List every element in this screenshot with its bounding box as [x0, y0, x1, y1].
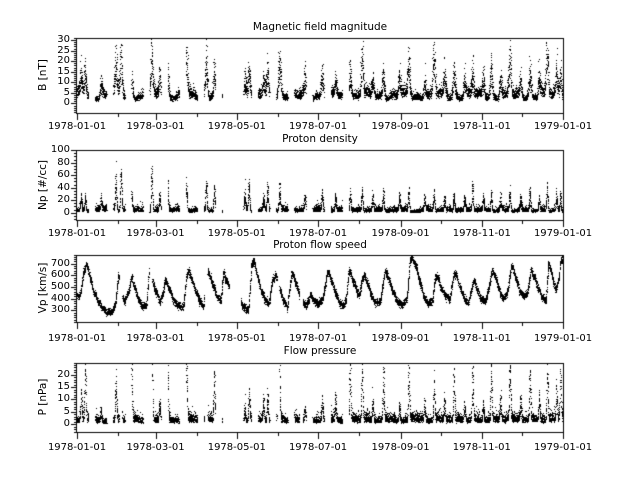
y-tick-label-np: 100	[50, 144, 70, 156]
y-tick-label-np: 0	[63, 206, 70, 218]
x-tick-label: 1978-03-01	[126, 121, 185, 132]
magnetic-field-title: Magnetic field magnitude	[252, 21, 388, 33]
x-tick-label: 1979-01-01	[533, 442, 593, 453]
flow-pressure-title: Flow pressure	[283, 345, 357, 357]
y-tick-label-p: 15	[57, 381, 70, 393]
x-tick-label: 1978-11-01	[452, 228, 511, 239]
x-tick-label: 1978-05-01	[207, 442, 266, 453]
proton-density-title: Proton density	[282, 133, 358, 145]
x-tick-label: 1978-01-01	[47, 333, 107, 344]
y-tick-label-b: 20	[57, 55, 70, 67]
x-tick-label: 1978-11-01	[452, 442, 511, 453]
y-tick-label-p: 20	[57, 368, 70, 380]
x-tick-label: 1978-07-01	[288, 442, 348, 453]
x-tick-label: 1978-03-01	[126, 333, 185, 344]
y-tick-label-b: 30	[57, 34, 70, 46]
y-tick-label-p: 0	[63, 418, 70, 430]
y-tick-label-np: 80	[57, 156, 70, 168]
x-tick-label: 1978-03-01	[126, 228, 185, 239]
p-axis-label: P [nPa]	[37, 378, 49, 416]
x-tick-label: 1978-05-01	[207, 121, 266, 132]
y-tick-label-vp: 400	[50, 292, 70, 304]
y-tick-label-np: 20	[57, 194, 70, 206]
x-tick-label: 1978-07-01	[288, 228, 348, 239]
x-tick-label: 1978-01-01	[47, 228, 107, 239]
y-tick-label-np: 60	[57, 169, 70, 181]
proton-flow-speed-title: Proton flow speed	[273, 239, 367, 251]
x-tick-label: 1978-11-01	[452, 333, 511, 344]
y-tick-label-b: 15	[57, 65, 70, 77]
y-tick-label-vp: 600	[50, 269, 70, 281]
x-tick-label: 1978-01-01	[47, 121, 107, 132]
x-tick-label: 1978-09-01	[371, 333, 430, 344]
np-axis-label: Np [#/cc]	[37, 160, 49, 210]
x-tick-label: 1978-01-01	[47, 442, 107, 453]
x-tick-label: 1979-01-01	[533, 333, 593, 344]
y-tick-label-b: 0	[63, 97, 70, 109]
y-tick-label-p: 5	[63, 405, 70, 417]
b-axis-label: B [nT]	[37, 59, 49, 91]
x-tick-label: 1978-09-01	[371, 442, 430, 453]
y-tick-label-b: 10	[57, 76, 70, 88]
x-tick-label: 1978-05-01	[207, 228, 266, 239]
x-tick-label: 1978-09-01	[371, 121, 430, 132]
x-tick-label: 1978-09-01	[371, 228, 430, 239]
x-tick-label: 1978-03-01	[126, 442, 185, 453]
y-tick-label-vp: 300	[50, 304, 70, 316]
y-tick-label-p: 10	[57, 393, 70, 405]
y-tick-label-vp: 500	[50, 281, 70, 293]
x-tick-label: 1978-07-01	[288, 333, 348, 344]
vp-axis-label: Vp [km/s]	[37, 262, 49, 314]
y-tick-label-vp: 700	[50, 257, 70, 269]
x-tick-label: 1979-01-01	[533, 121, 593, 132]
y-tick-label-b: 5	[63, 86, 70, 98]
y-tick-label-b: 25	[57, 44, 70, 56]
x-tick-label: 1978-05-01	[207, 333, 266, 344]
x-tick-label: 1978-07-01	[288, 121, 348, 132]
y-tick-label-np: 40	[57, 181, 70, 193]
x-tick-label: 1979-01-01	[533, 228, 593, 239]
x-tick-label: 1978-11-01	[452, 121, 511, 132]
